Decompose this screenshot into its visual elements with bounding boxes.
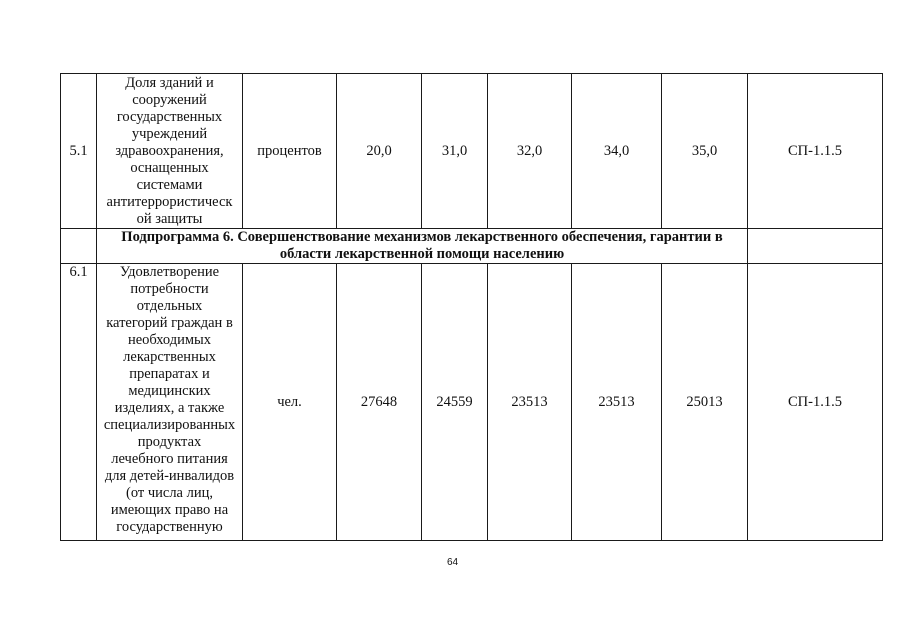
value-cell: 23513 [572, 264, 662, 541]
name-line: системами [136, 176, 203, 193]
name-line: (от числа лиц, [125, 485, 213, 501]
name-line: антитеррористическ [106, 193, 233, 210]
value-cell: 20,0 [337, 74, 422, 229]
name-line: категорий граждан в [106, 315, 233, 331]
name-line: Удовлетворение [119, 264, 220, 280]
value-cell: 35,0 [662, 74, 748, 229]
name-line: учреждений [131, 125, 208, 142]
reference-cell: СП-1.1.5 [748, 74, 883, 229]
value-cell: 31,0 [422, 74, 488, 229]
name-line: препаратах и [129, 366, 210, 382]
unit-cell: чел. [243, 264, 337, 541]
name-line: сооружений [132, 91, 207, 108]
indicator-name-lines [97, 75, 242, 228]
name-line: потребности [130, 281, 209, 297]
name-line: специализированных [103, 417, 236, 433]
name-line: оснащенных [130, 159, 209, 176]
name-line: здравоохранения, [115, 142, 224, 159]
name-line: государственную [116, 519, 223, 535]
row-number: 5.1 [61, 74, 97, 229]
table-row [61, 264, 883, 541]
name-line: изделиях, а также [114, 400, 225, 416]
value-cell: 27648 [337, 264, 422, 541]
subprogram-title-line1: Подпрограмма 6. Совершенствование механизмов лекарственного обеспечения, гарантии в [121, 229, 723, 245]
page-number: 64 [446, 557, 459, 568]
subprogram-row [61, 229, 883, 264]
reference-cell: СП-1.1.5 [748, 264, 883, 541]
subprogram-title [97, 229, 748, 264]
row-number: 6.1 [61, 264, 97, 541]
unit-cell: процентов [243, 74, 337, 229]
name-line: медицинских [128, 383, 211, 399]
indicator-name [97, 264, 243, 541]
value-cell: 23513 [488, 264, 572, 541]
name-line: имеющих право на [110, 502, 229, 518]
name-line: для детей-инвалидов [104, 468, 235, 484]
indicator-name-lines [97, 264, 242, 536]
empty-cell [748, 229, 883, 264]
name-line: государственных [116, 108, 223, 125]
value-cell: 25013 [662, 264, 748, 541]
name-line: ой защиты [136, 210, 203, 227]
subprogram-title-line2: области лекарственной помощи населению [279, 246, 565, 262]
name-line: лекарственных [123, 349, 216, 365]
value-cell: 24559 [422, 264, 488, 541]
name-line: Доля зданий и [125, 74, 214, 91]
value-cell: 32,0 [488, 74, 572, 229]
table-row [61, 74, 883, 229]
name-line: отдельных [136, 298, 203, 314]
name-line: лечебного питания [111, 451, 228, 467]
name-line: продуктах [137, 434, 202, 450]
empty-cell [61, 229, 97, 264]
value-cell: 34,0 [572, 74, 662, 229]
indicator-name [97, 74, 243, 229]
indicator-table [60, 73, 883, 541]
name-line: необходимых [127, 332, 212, 348]
